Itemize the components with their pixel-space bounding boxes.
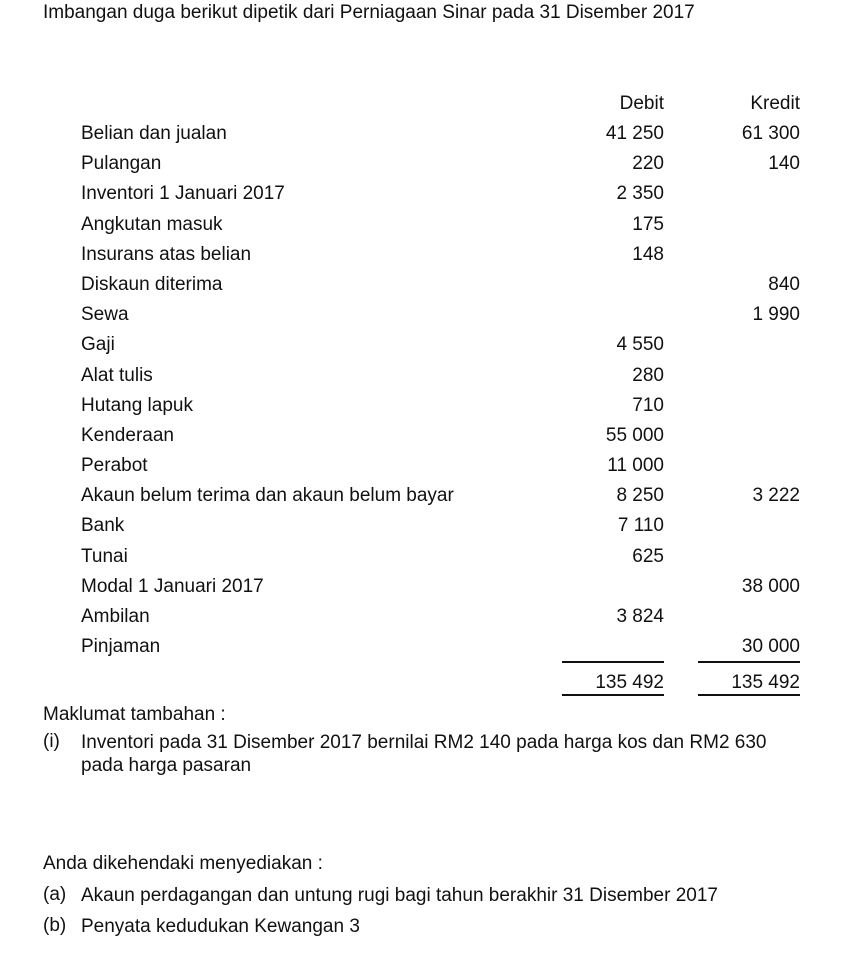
account-name: Insurans atas belian: [81, 243, 252, 265]
intro-text: Imbangan duga berikut dipetik dari Perniagaan Sinar pada 31 Disember 2017: [43, 2, 695, 23]
account-name: Angkutan masuk: [81, 213, 223, 235]
debit-value: 7 110: [617, 515, 664, 537]
table-row: [81, 515, 801, 545]
table-row: [81, 485, 801, 515]
account-name: Belian dan jualan: [81, 123, 227, 144]
debit-value: 55 000: [605, 424, 664, 446]
table-row: [81, 546, 801, 576]
table-row: [81, 123, 801, 153]
debit-value: 11 000: [607, 455, 664, 477]
requirement-label: (a): [43, 884, 67, 905]
table-row: [81, 153, 801, 183]
kredit-value: 30 000: [741, 636, 800, 658]
account-name: Kenderaan: [81, 424, 174, 446]
kredit-total-top-rule: [698, 661, 800, 663]
notes-title: Maklumat tambahan :: [43, 704, 226, 725]
kredit-total-bottom-rule: [698, 694, 800, 696]
account-name: Tunai: [81, 545, 128, 567]
debit-value: 2 350: [616, 183, 664, 205]
account-name: Bank: [81, 515, 125, 537]
account-name: Sewa: [81, 304, 129, 326]
debit-value: 280: [632, 364, 664, 386]
table-row: [81, 304, 801, 334]
debit-value: 4 550: [616, 334, 664, 356]
debit-value: 220: [632, 153, 664, 175]
table-row: [81, 274, 801, 304]
debit-value: 148: [632, 243, 664, 265]
account-name: Ambilan: [81, 606, 150, 627]
account-name: Pulangan: [81, 153, 162, 175]
table-row: [81, 365, 801, 395]
account-name: Perabot: [81, 455, 148, 477]
table-row: [81, 183, 801, 213]
debit-value: 625: [632, 545, 664, 567]
requirement-text: Akaun perdagangan dan untung rugi bagi tahun berakhir 31 Disember 2017: [81, 885, 718, 906]
note-label: (i): [43, 731, 60, 752]
kredit-value: 140: [768, 153, 800, 175]
table-row: [81, 395, 801, 425]
debit-value: 3 824: [616, 606, 664, 627]
requirements-title: Anda dikehendaki menyediakan :: [43, 853, 323, 874]
table-row: [81, 636, 801, 666]
table-row: [81, 606, 801, 636]
account-name: Diskaun diterima: [81, 273, 223, 295]
account-name: Modal 1 Januari 2017: [81, 575, 264, 597]
kredit-value: 1 990: [752, 304, 800, 326]
debit-value: 8 250: [616, 485, 664, 507]
kredit-value: 840: [768, 273, 800, 295]
trial-balance-table: [81, 123, 801, 666]
debit-total: 135 492: [595, 672, 664, 693]
account-name: Hutang lapuk: [81, 394, 193, 416]
kredit-total: 135 492: [731, 672, 800, 693]
account-name: Pinjaman: [81, 636, 161, 658]
table-row: [81, 425, 801, 455]
kredit-header: Kredit: [750, 93, 800, 114]
debit-value: 41 250: [605, 123, 664, 144]
table-row: [81, 214, 801, 244]
account-name: Alat tulis: [81, 364, 153, 386]
requirement-text: Penyata kedudukan Kewangan 3: [81, 916, 360, 937]
account-name: Inventori 1 Januari 2017: [81, 183, 285, 205]
account-name: Akaun belum terima dan akaun belum bayar: [81, 485, 454, 507]
requirement-label: (b): [43, 915, 67, 936]
table-row: [81, 455, 801, 485]
kredit-value: 38 000: [741, 575, 800, 597]
debit-value: 710: [632, 394, 664, 416]
table-row: [81, 244, 801, 274]
note-text: Inventori pada 31 Disember 2017 bernilai RM2 140 pada harga kos dan RM2 630 pada harga pasaran: [81, 732, 767, 776]
table-row: [81, 576, 801, 606]
kredit-value: 3 222: [752, 485, 800, 507]
kredit-value: 61 300: [741, 123, 800, 144]
debit-value: 175: [632, 213, 664, 235]
debit-total-top-rule: [562, 661, 664, 663]
account-name: Gaji: [81, 334, 115, 356]
debit-total-bottom-rule: [562, 694, 664, 696]
debit-header: Debit: [619, 93, 664, 114]
table-row: [81, 334, 801, 364]
